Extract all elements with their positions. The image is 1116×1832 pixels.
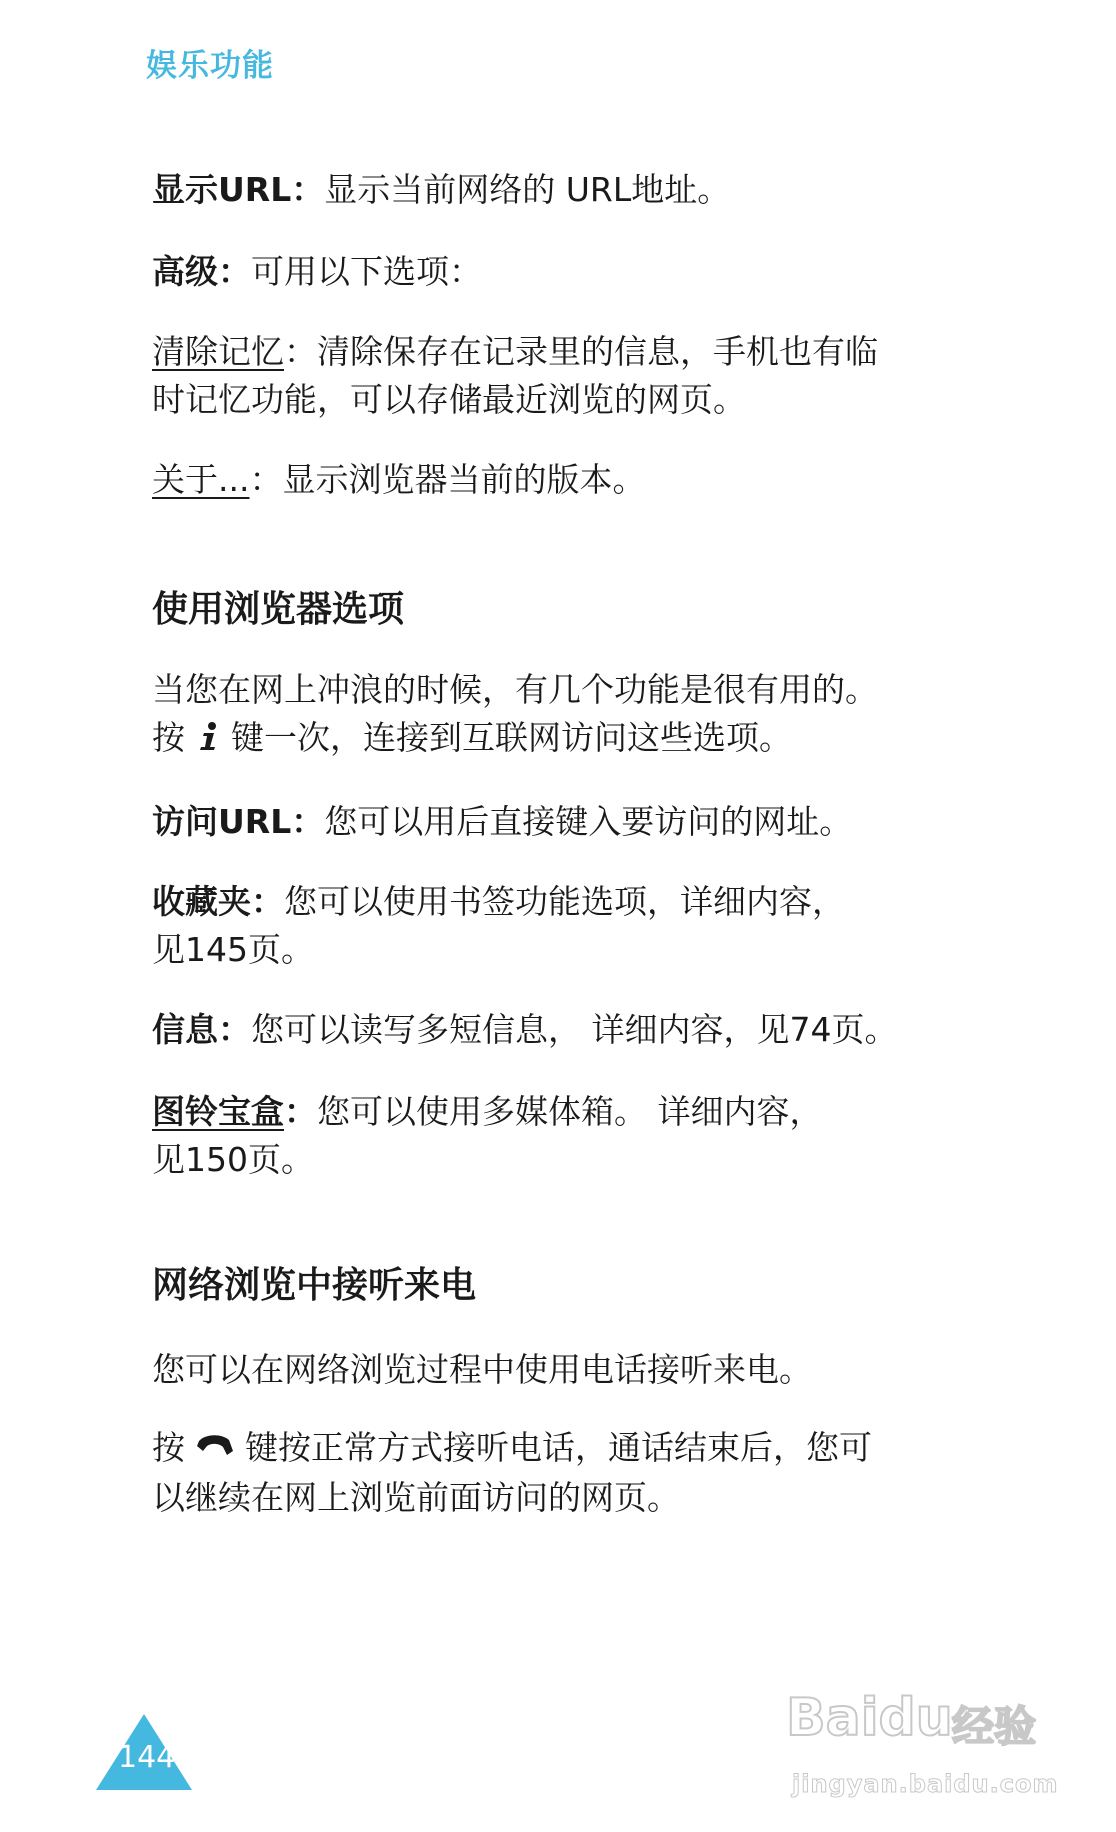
incoming-call-p2: 按 键按正常方式接听电话，通话结束后，您可以继续在网上浏览前面访问的网页。 — [152, 1424, 892, 1522]
heading-incoming-call: 网络浏览中接听来电 — [152, 1265, 477, 1306]
watermark — [786, 1658, 1059, 1818]
item-messages: 信息：您可以读写多短信息， 详细内容，见74页。 — [152, 1010, 898, 1049]
section-title: 娱乐功能 — [146, 48, 274, 84]
desc: 您可以读写多短信息， 详细内容，见74页。 — [251, 1010, 898, 1049]
term: 高级 — [152, 252, 218, 291]
desc: 可用以下选项： — [251, 252, 482, 291]
item-clear-memory: 清除记忆：清除保存在记录里的信息，手机也有临时记忆功能，可以存储最近浏览的网页。 — [152, 332, 878, 419]
item-advanced: 高级：可用以下选项： — [152, 252, 482, 291]
heading-browser-options: 使用浏览器选项 — [152, 589, 405, 630]
desc: 显示当前网络的 URL地址。 — [324, 170, 731, 209]
term: 收藏夹 — [152, 882, 251, 921]
desc: 您可以使用书签功能选项，详细内容，见145页。 — [152, 882, 845, 969]
item-about: 关于...：显示浏览器当前的版本。 — [152, 460, 646, 499]
incoming-call-p1: 您可以在网络浏览过程中使用电话接听来电。 — [152, 1350, 812, 1389]
page-number: 144 — [118, 1740, 176, 1775]
watermark-cn: 经验 — [952, 1702, 1037, 1751]
term: 显示URL — [152, 170, 292, 209]
term: 信息 — [152, 1010, 218, 1049]
term: 图铃宝盒 — [152, 1092, 284, 1131]
item-media-box: 图铃宝盒：您可以使用多媒体箱。 详细内容，见150页。 — [152, 1092, 823, 1179]
item-visit-url: 访问URL：您可以用后直接键入要访问的网址。 — [152, 802, 853, 841]
item-show-url: 显示URL：显示当前网络的 URL地址。 — [152, 170, 731, 209]
desc: 您可以使用多媒体箱。 详细内容，见150页。 — [152, 1092, 823, 1179]
browser-options-intro: 当您在网上冲浪的时候，有几个功能是很有用的。 按 键一次，连接到互联网访问这些选项。 — [152, 666, 892, 764]
info-key-icon — [195, 716, 221, 764]
desc: 您可以用后直接键入要访问的网址。 — [324, 802, 853, 841]
term: 清除记忆 — [152, 332, 284, 371]
desc: 显示浏览器当前的版本。 — [282, 460, 646, 499]
watermark-url: jingyan.baidu.com — [792, 1770, 1059, 1798]
term: 关于... — [152, 460, 250, 499]
term: 访问URL — [152, 802, 292, 841]
item-favorites: 收藏夹：您可以使用书签功能选项，详细内容，见145页。 — [152, 882, 845, 969]
call-key-icon — [195, 1426, 235, 1474]
watermark-brand: Baidu — [786, 1688, 953, 1748]
desc: 清除保存在记录里的信息，手机也有临时记忆功能，可以存储最近浏览的网页。 — [152, 332, 878, 419]
